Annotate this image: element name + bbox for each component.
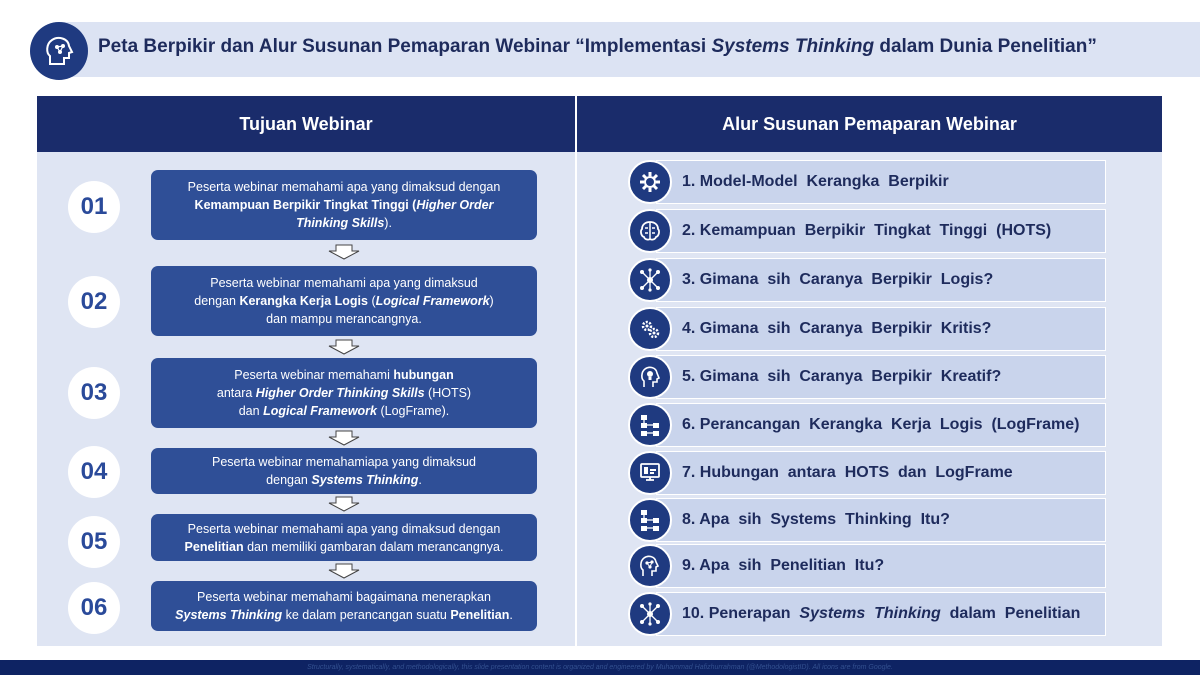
goal-number: 02 [68, 276, 120, 328]
step-label: 5. Gimana sih Caranya Berpikir Kreatif? [682, 368, 1002, 385]
step-item [628, 451, 1106, 495]
goal-box [151, 358, 537, 428]
goal-line: dan Logical Framework (LogFrame). [238, 404, 450, 418]
goal-line: dan mampu merancangnya. [266, 312, 422, 326]
goal-box [151, 514, 537, 561]
dashboard-icon [628, 451, 672, 495]
title-suffix: dalam Dunia Penelitian” [874, 36, 1097, 57]
title-prefix: Peta Berpikir dan Alur Susunan Pemaparan Webinar “Implementasi [98, 36, 712, 57]
step-label: 6. Perancangan Kerangka Kerja Logis (LogFrame) [682, 416, 1080, 433]
step-item [628, 307, 1106, 351]
down-arrow-icon [326, 496, 362, 512]
goals-heading: Tujuan Webinar [37, 96, 575, 152]
step-item [628, 403, 1106, 447]
step-item [628, 209, 1106, 253]
goal-number: 05 [68, 516, 120, 568]
down-arrow-icon [326, 339, 362, 355]
down-arrow-icon [326, 430, 362, 446]
goal-line: Peserta webinar memahami apa yang dimaksud dengan [187, 521, 501, 536]
page-title [98, 36, 1097, 58]
step-label: 9. Apa sih Penelitian Itu? [682, 557, 885, 574]
goal-number: 03 [68, 367, 120, 419]
goal-number: 04 [68, 446, 120, 498]
step-item [628, 592, 1106, 636]
step-item [628, 258, 1106, 302]
gears-icon [628, 307, 672, 351]
goal-box [151, 581, 537, 631]
goal-number: 01 [68, 181, 120, 233]
goal-box [151, 448, 537, 494]
goal-box [151, 170, 537, 240]
step-label: 3. Gimana sih Caranya Berpikir Logis? [682, 271, 994, 288]
step-item [628, 160, 1106, 204]
goal-line: dengan Kerangka Kerja Logis (Logical Framework) [194, 294, 494, 308]
step-label: 1. Model-Model Kerangka Berpikir [682, 173, 949, 190]
goal-line: Systems Thinking ke dalam perancangan suatu Penelitian. [175, 608, 513, 622]
goal-line: Penelitian dan memiliki gambaran dalam merancangnya. [184, 539, 504, 554]
step-item [628, 498, 1106, 542]
network-icon [628, 258, 672, 302]
flowchart-icon [628, 403, 672, 447]
goal-line: antara Higher Order Thinking Skills (HOTS) [216, 386, 472, 400]
lightbulb-head-icon [628, 355, 672, 399]
step-item [628, 355, 1106, 399]
goal-number: 06 [68, 582, 120, 634]
step-item [628, 544, 1106, 588]
step-label: 4. Gimana sih Caranya Berpikir Kritis? [682, 320, 992, 337]
step-label: 10. Penerapan Systems Thinking dalam Penelitian [682, 605, 1081, 622]
goal-line: Thinking Skills). [296, 216, 392, 230]
goal-line: Peserta webinar memahamiapa yang dimaksud [211, 455, 477, 469]
brain-icon [628, 209, 672, 253]
goal-line: Peserta webinar memahami bagaimana menerapkan [197, 590, 491, 604]
title-italic: Systems Thinking [711, 36, 875, 57]
goal-line: Peserta webinar memahami apa yang dimaksud dengan [187, 180, 501, 194]
head-brain-icon [628, 544, 672, 588]
gear-head-icon [628, 160, 672, 204]
flowchart-icon [628, 498, 672, 542]
down-arrow-icon [326, 244, 362, 260]
goal-line: dengan Systems Thinking. [266, 473, 422, 487]
step-label: 8. Apa sih Systems Thinking Itu? [682, 511, 950, 528]
steps-heading: Alur Susunan Pemaparan Webinar [577, 96, 1162, 152]
step-label: 7. Hubungan antara HOTS dan LogFrame [682, 464, 1013, 481]
goal-line: Peserta webinar memahami hubungan [234, 368, 454, 382]
head-brain-icon [30, 22, 88, 80]
step-label: 2. Kemampuan Berpikir Tingkat Tinggi (HOTS) [682, 222, 1052, 239]
footer-credit: Structurally, systematically, and methodologically, this slide presentation content is organized and engineered by Muhammad Hafizhurrahman (@MethodologistID). All icons are from Google. [0, 660, 1200, 675]
down-arrow-icon [326, 563, 362, 579]
network-icon [628, 592, 672, 636]
goal-line: Peserta webinar memahami apa yang dimaksud [210, 276, 478, 290]
goal-line: Kemampuan Berpikir Tingkat Tinggi (Higher Order [194, 198, 494, 212]
goal-box [151, 266, 537, 336]
